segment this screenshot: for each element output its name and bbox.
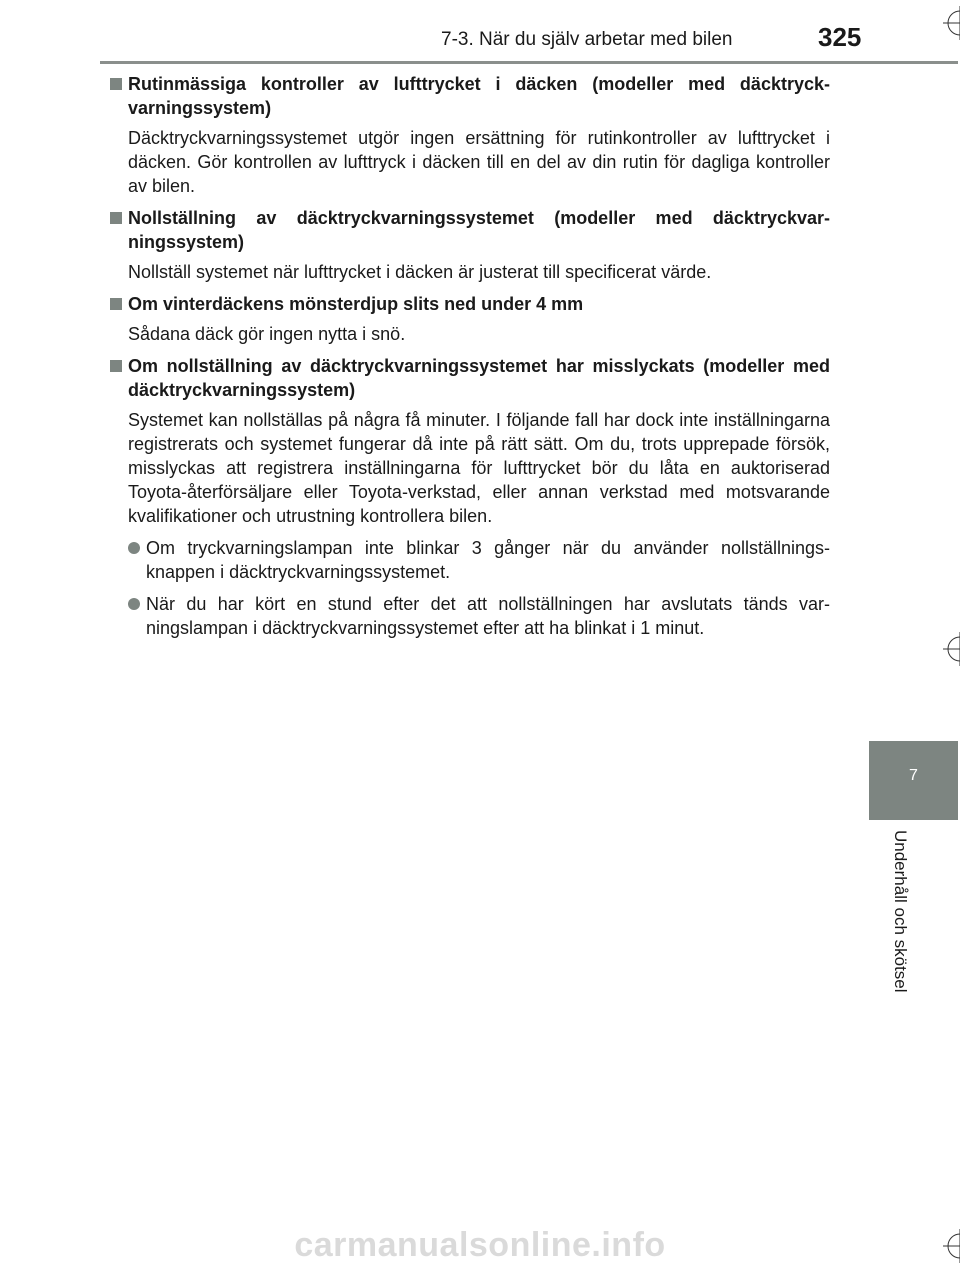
section-reset-failed (108, 354, 830, 640)
page-content (108, 72, 830, 648)
circle-bullet-icon (128, 598, 140, 610)
section-body: Däcktryckvarningssystemet utgör ingen ersättning för rutinkontroller av lufttrycket i däcken. Gör kontrollen av lufttryck i däcken till en del av din rutin för dagliga kontroller av bilen. (128, 128, 830, 196)
section-heading-text: Om vinterdäckens mönsterdjup slits ned under 4 mm (128, 294, 584, 314)
section-heading-text: Rutinmässiga kontroller av lufttrycket i däcken (modeller med däcktryck-varningssystem) (128, 74, 830, 118)
list-item-text: Om tryckvarningslampan inte blinkar 3 gånger när du använder nollställnings-knappen i däcktryckvarningssystemet. (146, 538, 830, 582)
chapter-number: 7 (909, 767, 918, 784)
crop-mark-icon (943, 632, 960, 666)
watermark: carmanualsonline.info (294, 1226, 666, 1264)
page-number: 325 (818, 22, 862, 52)
section-heading (108, 206, 830, 254)
square-bullet-icon (110, 298, 122, 310)
list-item (128, 536, 830, 584)
section-routine-checks (108, 72, 830, 198)
section-heading (108, 72, 830, 120)
circle-bullet-icon (128, 542, 140, 554)
chapter-tab (869, 741, 958, 820)
list-item (128, 592, 830, 640)
section-heading (108, 292, 830, 316)
square-bullet-icon (110, 78, 122, 90)
section-heading (108, 354, 830, 402)
list-item-text: När du har kört en stund efter det att nollställningen har avslutats tänds var-ningslampan i däcktryckvarningssystemet efter att ha blinkat i 1 minut. (146, 594, 830, 638)
section-body: Sådana däck gör ingen nytta i snö. (128, 324, 406, 344)
section-title: 7-3. När du själv arbetar med bilen (441, 29, 733, 50)
section-heading-text: Nollställning av däcktryckvarningssystemet (modeller med däcktryckvar-ningssystem) (128, 208, 830, 252)
section-winter-tires (108, 292, 830, 346)
section-body: Systemet kan nollställas på några få minuter. I följande fall har dock inte inställningarna registrerats och systemet fungerar då inte på rätt sätt. Om du, trots upprepade försök, misslyckas att registrera inställningarna för lufttrycket bör du låta en auktoriserad Toyota-återförsäljare eller Toyota-verkstad, eller annan verkstad med motsvarande kvalifikationer och utrustning kontrollera bilen. (128, 410, 830, 526)
section-heading-text: Om nollställning av däcktryckvarningssystemet har misslyckats (modeller med däcktryckvarningssystem) (128, 356, 830, 400)
header-rule (100, 61, 958, 64)
section-reset-system (108, 206, 830, 284)
square-bullet-icon (110, 360, 122, 372)
section-body: Nollställ systemet när lufttrycket i däcken är justerat till specificerat värde. (128, 262, 712, 282)
chapter-title: Underhåll och skötsel (891, 830, 910, 993)
crop-mark-icon (943, 6, 960, 40)
square-bullet-icon (110, 212, 122, 224)
